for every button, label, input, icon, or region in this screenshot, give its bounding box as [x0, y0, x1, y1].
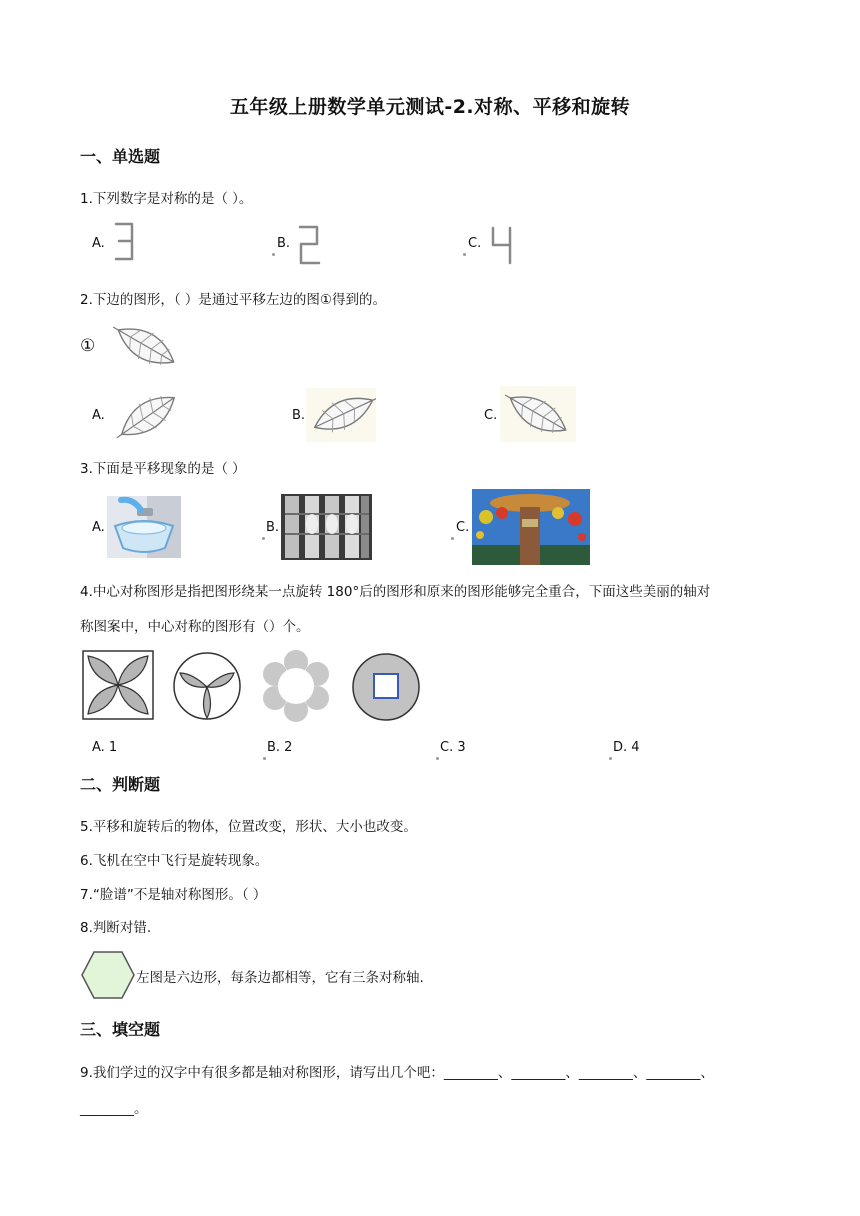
q4-option-b-label[interactable]: B. 2 — [267, 740, 293, 755]
q3-option-b-label[interactable]: B. — [266, 520, 280, 535]
digit-2-image — [296, 222, 324, 268]
question-3-text: 3.下面是平移现象的是（ ） — [80, 461, 246, 477]
square-petal-pattern-image — [82, 650, 154, 720]
radio-dot-icon — [263, 757, 266, 760]
section-heading-single-choice: 一、单选题 — [80, 147, 161, 166]
q1-option-a-label[interactable]: A. — [92, 236, 105, 251]
radio-dot-icon — [451, 537, 454, 540]
radio-dot-icon — [609, 757, 612, 760]
leaf-option-c-image — [500, 386, 576, 442]
question-8-statement: 左图是六边形，每条边都相等，它有三条对称轴. — [136, 970, 424, 986]
digit-4-image — [488, 224, 516, 266]
q4-option-c-label[interactable]: C. 3 — [440, 740, 466, 755]
question-8-text: 8.判断对错. — [80, 920, 152, 936]
leaf-option-b-image — [306, 388, 376, 442]
hexagon-image — [80, 950, 136, 1000]
radio-dot-icon — [463, 253, 466, 256]
carousel-ride-image — [472, 489, 590, 565]
q3-option-a-label[interactable]: A. — [92, 520, 105, 535]
radio-dot-icon — [272, 253, 275, 256]
q2-option-a-label[interactable]: A. — [92, 408, 105, 423]
radio-dot-icon — [436, 757, 439, 760]
question-9-text-line-1: 9.我们学过的汉字中有很多都是轴对称图形，请写出几个吧：________、________、________、________、 — [80, 1065, 714, 1081]
q2-reference-label: ① — [80, 336, 96, 356]
leaf-option-a-image — [110, 388, 186, 444]
q3-option-c-label[interactable]: C. — [456, 520, 470, 535]
q1-option-c-label[interactable]: C. — [468, 236, 482, 251]
section-heading-true-false: 二、判断题 — [80, 775, 161, 794]
q4-option-a-label[interactable]: A. 1 — [92, 740, 118, 755]
digit-3-image — [112, 220, 138, 264]
question-5-text: 5.平移和旋转后的物体，位置改变，形状、大小也改变。 — [80, 819, 417, 835]
question-7-text: 7.“脸谱”不是轴对称图形。（ ） — [80, 887, 267, 903]
elevator-shafts-image — [281, 494, 372, 560]
question-9-text-line-2: ________。 — [80, 1101, 148, 1117]
leaf-reference-image — [108, 318, 184, 374]
circle-three-petal-image — [172, 651, 242, 721]
page-title: 五年级上册数学单元测试-2.对称、平移和旋转 — [229, 96, 631, 118]
question-2-text: 2.下边的图形，（ ）是通过平移左边的图①得到的。 — [80, 292, 387, 308]
q2-option-c-label[interactable]: C. — [484, 408, 498, 423]
flower-ring-image — [260, 650, 332, 722]
question-6-text: 6.飞机在空中飞行是旋转现象。 — [80, 853, 269, 869]
q1-option-b-label[interactable]: B. — [277, 236, 291, 251]
question-4-text-line-2: 称图案中，中心对称的图形有（）个。 — [80, 619, 310, 635]
faucet-basin-image — [107, 496, 181, 558]
question-4-text-line-1: 4.中心对称图形是指把图形绕某一点旋转 180°后的图形和原来的图形能够完全重合，下面这些美丽的轴对 — [80, 584, 711, 600]
radio-dot-icon — [262, 537, 265, 540]
question-1-text: 1.下列数字是对称的是（ ）。 — [80, 191, 253, 207]
coin-square-hole-image — [351, 652, 421, 722]
q2-option-b-label[interactable]: B. — [292, 408, 306, 423]
q4-option-d-label[interactable]: D. 4 — [613, 740, 640, 755]
section-heading-fill-in: 三、填空题 — [80, 1020, 161, 1039]
